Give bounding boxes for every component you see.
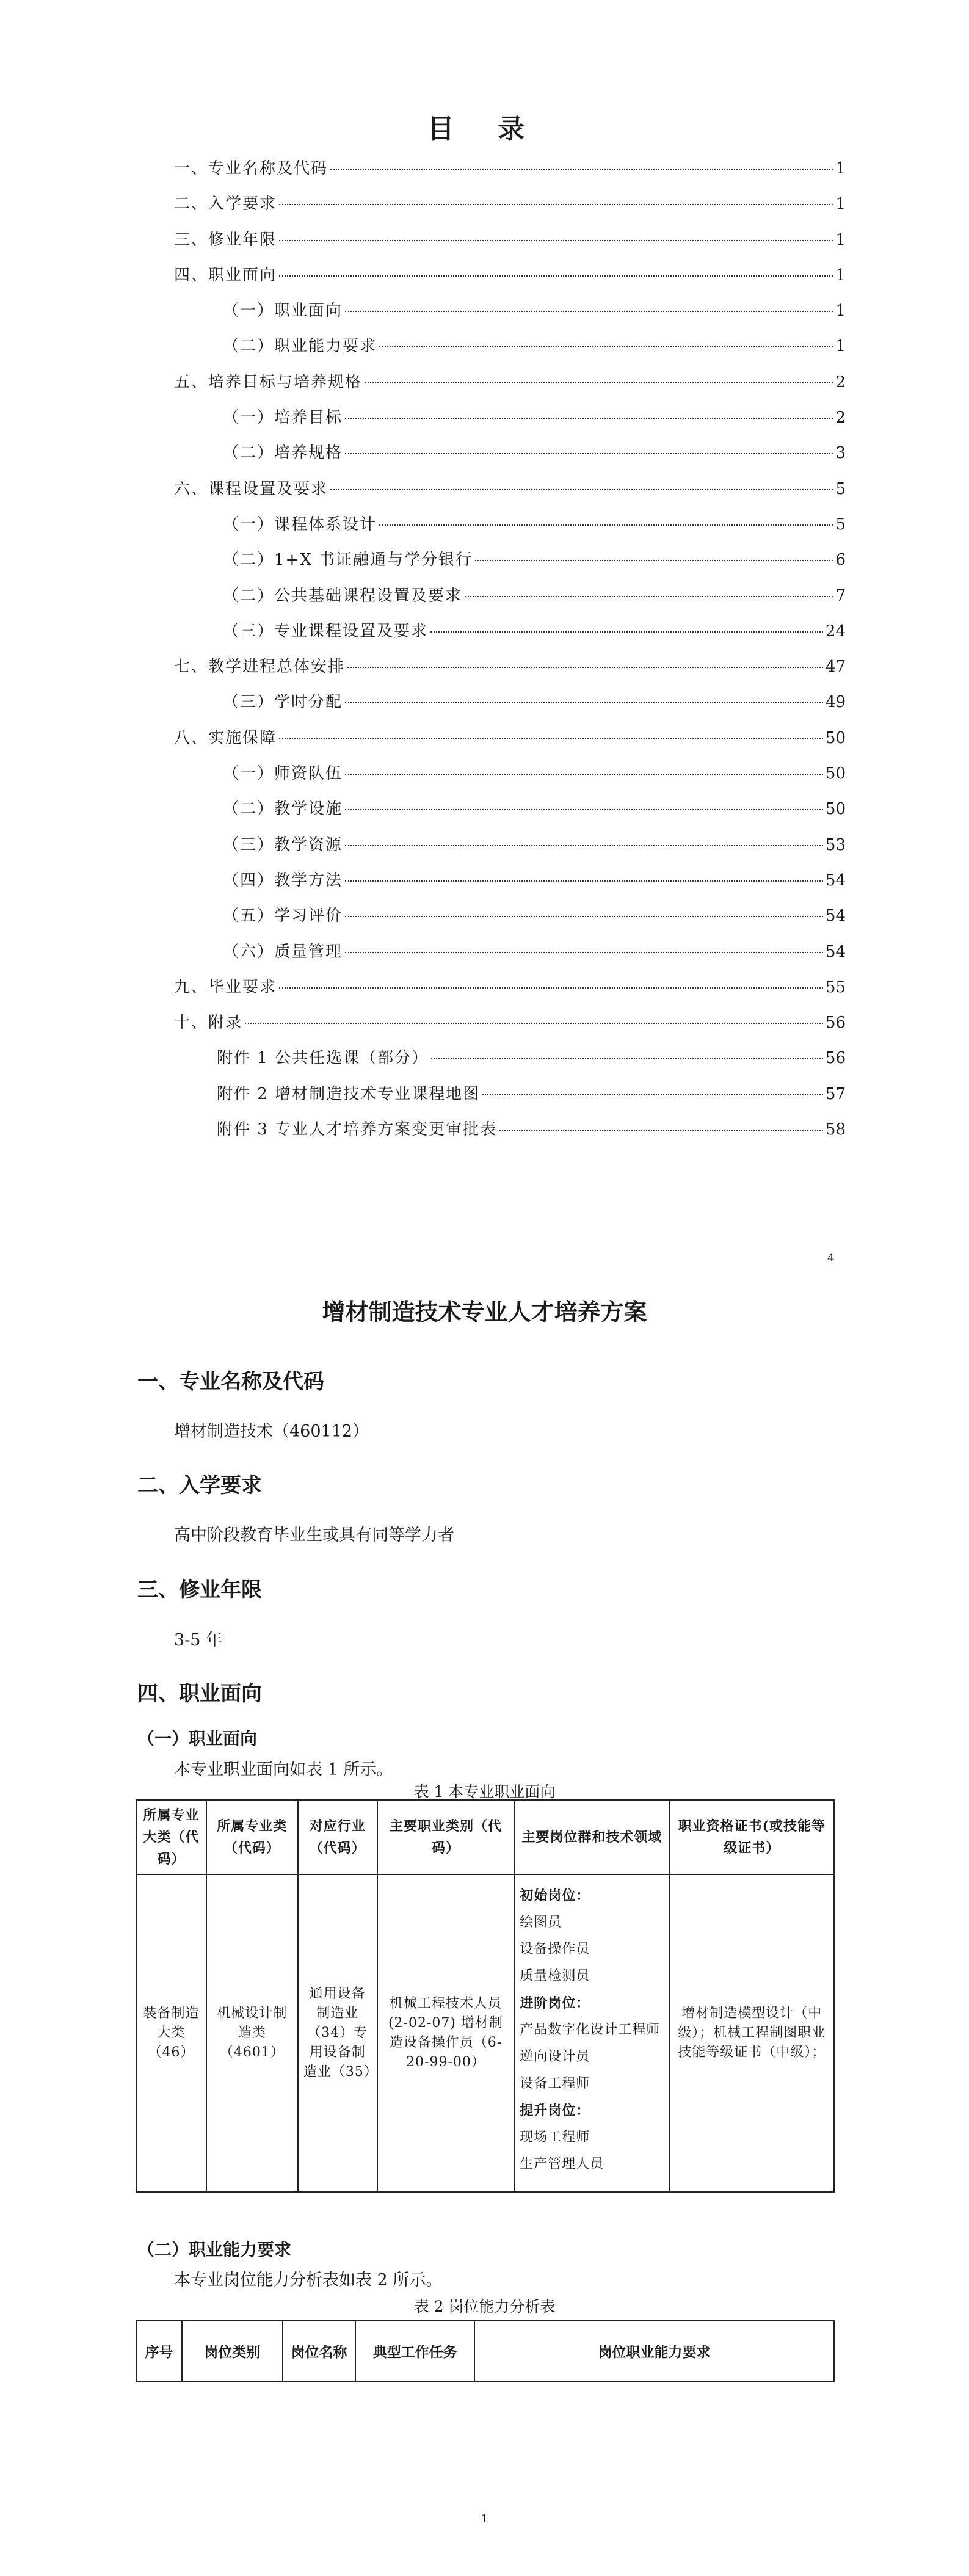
toc-leader-dots — [330, 489, 833, 490]
toc-entry[interactable] — [174, 263, 846, 298]
table1-cell-subcategory: 机械设计制造类（4601） — [206, 1874, 298, 2192]
toc-entry[interactable] — [174, 476, 846, 512]
toc-entry-page: 58 — [825, 1120, 846, 1139]
toc-leader-dots — [499, 1130, 823, 1131]
toc-entry-label: （五）学习评价 — [223, 907, 343, 926]
toc-leader-dots — [279, 738, 823, 739]
toc-entry-label: （一）师资队伍 — [223, 764, 343, 783]
toc-entry[interactable] — [174, 440, 846, 476]
toc-entry-page: 50 — [825, 728, 846, 747]
toc-entry[interactable] — [174, 1117, 846, 1152]
subsection-body-4-2: 本专业岗位能力分析表如表 2 所示。 — [174, 2271, 443, 2290]
toc-entry[interactable] — [174, 156, 846, 191]
toc-entry-label: （二）职业能力要求 — [223, 337, 377, 356]
toc-entry-label: 十、附录 — [174, 1014, 243, 1032]
subsection-heading-4-1: （一）职业面向 — [137, 1729, 258, 1749]
toc-entry[interactable] — [174, 761, 846, 796]
toc-entry[interactable] — [174, 1081, 846, 1117]
toc-entry[interactable] — [174, 333, 846, 369]
toc-leader-dots — [379, 346, 833, 347]
toc-entry[interactable] — [174, 1010, 846, 1045]
toc-entry[interactable] — [174, 369, 846, 405]
table1-header: 主要岗位群和技术领域 — [514, 1800, 669, 1874]
occupation-table — [136, 1799, 835, 2193]
toc-entry-label: （四）教学方法 — [223, 871, 343, 890]
toc-entry-page: 2 — [835, 408, 846, 427]
toc-entry-page: 1 — [835, 266, 846, 285]
toc-entry-page: 49 — [825, 693, 846, 712]
table1-header: 所属专业类（代码） — [206, 1800, 298, 1874]
toc-entry-label: 五、培养目标与培养规格 — [174, 372, 363, 391]
toc-leader-dots — [345, 418, 833, 419]
toc-entry[interactable] — [174, 619, 846, 654]
table2-header: 岗位类别 — [182, 2321, 283, 2381]
toc-entry-page: 54 — [825, 907, 846, 926]
section-heading-2: 二、入学要求 — [137, 1473, 262, 1498]
toc-leader-dots — [345, 952, 823, 953]
document-title: 增材制造技术专业人才培养方案 — [322, 1299, 647, 1326]
toc-entry-page: 56 — [825, 1014, 846, 1032]
toc-leader-dots — [365, 382, 833, 383]
section-heading-3: 三、修业年限 — [137, 1578, 262, 1602]
toc-entry-label: （一）课程体系设计 — [223, 515, 377, 534]
section-body-2: 高中阶段教育毕业生或具有同等学力者 — [174, 1526, 454, 1545]
table2-caption: 表 2 岗位能力分析表 — [413, 2298, 556, 2315]
toc-entry-page: 1 — [835, 337, 846, 356]
section-heading-4: 四、职业面向 — [137, 1682, 262, 1706]
table-row — [136, 1874, 834, 2192]
post-item: 设备工程师 — [520, 2076, 590, 2091]
toc-leader-dots — [482, 1094, 823, 1095]
toc-entry-page: 1 — [835, 230, 846, 249]
section-heading-1: 一、专业名称及代码 — [137, 1370, 324, 1394]
page-marker: 4 — [827, 1252, 835, 1264]
toc-leader-dots — [345, 453, 833, 454]
toc-leader-dots — [279, 987, 823, 989]
post-item: 绘图员 — [520, 1915, 562, 1930]
toc-entry[interactable] — [174, 512, 846, 547]
toc-leader-dots — [475, 560, 833, 561]
toc-leader-dots — [279, 204, 833, 205]
toc-leader-dots — [345, 774, 823, 775]
toc-entry[interactable] — [174, 227, 846, 263]
toc-leader-dots — [345, 916, 823, 917]
toc-entry-label: （二）公共基础课程设置及要求 — [223, 586, 463, 605]
toc-page — [0, 0, 969, 1221]
toc-entry[interactable] — [174, 725, 846, 761]
table1-caption: 表 1 本专业职业面向 — [413, 1783, 556, 1801]
toc-leader-dots — [345, 311, 833, 312]
toc-entry-label: （二）培养规格 — [223, 444, 343, 463]
toc-leader-dots — [279, 240, 833, 241]
table1-header: 对应行业（代码） — [298, 1800, 377, 1874]
table1-header: 主要职业类别（代码） — [377, 1800, 515, 1874]
toc-entry-label: 附件 1 公共任选课（部分） — [217, 1049, 429, 1068]
table1-cell-posts — [514, 1874, 669, 2192]
section-body-3: 3-5 年 — [174, 1631, 223, 1650]
toc-leader-dots — [430, 631, 823, 633]
toc-entry-page: 54 — [825, 942, 846, 961]
toc-leader-dots — [345, 702, 823, 703]
table1-header: 职业资格证书(或技能等级证书） — [670, 1800, 834, 1874]
table2-header: 岗位职业能力要求 — [474, 2321, 834, 2381]
toc-entry-page: 53 — [825, 835, 846, 854]
toc-entry-page: 50 — [825, 764, 846, 783]
toc-entry-label: 六、课程设置及要求 — [174, 479, 328, 498]
toc-entry-page: 56 — [825, 1049, 846, 1068]
toc-entry-page: 24 — [825, 622, 846, 640]
toc-entry-label: （六）质量管理 — [223, 942, 343, 961]
toc-entry-page: 7 — [835, 586, 846, 605]
post-item: 生产管理人员 — [520, 2157, 604, 2172]
document-page — [0, 1239, 969, 2571]
toc-entry-page: 5 — [835, 515, 846, 534]
toc-entry-label: 七、教学进程总体安排 — [174, 658, 346, 677]
toc-leader-dots — [347, 667, 823, 668]
advanced-posts-label: 进阶岗位： — [520, 1995, 590, 2011]
promoted-posts-label: 提升岗位： — [520, 2103, 590, 2119]
toc-entry[interactable] — [174, 547, 846, 582]
toc-entry[interactable] — [174, 796, 846, 832]
table1-cell-occupation: 机械工程技术人员(2-02-07) 增材制造设备操作员（6-20-99-00） — [377, 1874, 515, 2192]
toc-entry-page: 50 — [825, 800, 846, 819]
toc-entry-page: 1 — [835, 159, 846, 178]
post-item: 设备操作员 — [520, 1942, 590, 1957]
toc-leader-dots — [431, 1058, 823, 1059]
table2-header: 序号 — [136, 2321, 182, 2381]
toc-entry[interactable] — [174, 405, 846, 440]
toc-entry-page: 6 — [835, 551, 846, 570]
toc-entry[interactable] — [174, 832, 846, 868]
toc-entry-label: （二）1+X 书证融通与学分银行 — [223, 551, 473, 570]
toc-entry[interactable] — [174, 1045, 846, 1081]
toc-entry[interactable] — [174, 298, 846, 333]
table1-cell-certificates: 增材制造模型设计（中级）；机械工程制图职业技能等级证书（中级）； — [670, 1874, 834, 2192]
toc-entry[interactable] — [174, 191, 846, 227]
toc-entry-page: 1 — [835, 195, 846, 214]
toc-leader-dots — [345, 880, 823, 882]
table1-cell-category: 装备制造大类（46） — [136, 1874, 206, 2192]
subsection-body-4-1: 本专业职业面向如表 1 所示。 — [174, 1760, 393, 1779]
toc-entry-page: 57 — [825, 1084, 846, 1103]
toc-entry-page: 47 — [825, 658, 846, 677]
toc-entry[interactable] — [174, 583, 846, 619]
toc-entry-page: 1 — [835, 302, 846, 321]
toc-entry[interactable] — [174, 974, 846, 1010]
toc-entry[interactable] — [174, 689, 846, 725]
ability-table — [136, 2320, 835, 2382]
post-item: 现场工程师 — [520, 2130, 590, 2145]
toc-leader-dots — [345, 809, 823, 810]
toc-entry-page: 55 — [825, 978, 846, 996]
toc-leader-dots — [245, 1023, 823, 1024]
toc-entry-page: 5 — [835, 479, 846, 498]
toc-entry-page: 3 — [835, 444, 846, 463]
toc-entry[interactable] — [174, 868, 846, 903]
table1-cell-industry: 通用设备制造业（34）专用设备制造业（35） — [298, 1874, 377, 2192]
post-item: 逆向设计员 — [520, 2049, 590, 2064]
toc-entry-label: （一）职业面向 — [223, 302, 343, 321]
toc-entry-page: 2 — [835, 372, 846, 391]
page-number: 1 — [481, 2513, 488, 2525]
table1-header: 所属专业大类（代码） — [136, 1800, 206, 1874]
toc-entry[interactable] — [174, 903, 846, 938]
post-item: 质量检测员 — [520, 1968, 590, 1984]
initial-posts-label: 初始岗位： — [520, 1888, 590, 1904]
toc-leader-dots — [379, 524, 833, 526]
toc-entry-label: 四、职业面向 — [174, 266, 277, 285]
toc-entry[interactable] — [174, 939, 846, 974]
toc-entry-label: 附件 3 专业人才培养方案变更审批表 — [217, 1120, 498, 1139]
subsection-heading-4-2: （二）职业能力要求 — [137, 2240, 292, 2260]
toc-entry-label: （三）专业课程设置及要求 — [223, 622, 429, 640]
toc-leader-dots — [330, 169, 833, 170]
post-item: 产品数字化设计工程师 — [520, 2022, 661, 2037]
toc-entry-label: 八、实施保障 — [174, 728, 277, 747]
toc-entry-page: 54 — [825, 871, 846, 890]
section-body-1: 增材制造技术（460112） — [174, 1422, 369, 1441]
toc-leader-dots — [465, 596, 833, 597]
toc-entry-label: （二）教学设施 — [223, 800, 343, 819]
table2-header: 典型工作任务 — [355, 2321, 474, 2381]
table2-header: 岗位名称 — [283, 2321, 356, 2381]
toc-entry-label: （一）培养目标 — [223, 408, 343, 427]
toc-entry-label: 二、入学要求 — [174, 195, 277, 214]
toc-leader-dots — [345, 845, 823, 846]
toc-entry-label: （三）学时分配 — [223, 693, 343, 712]
toc-entry-label: （三）教学资源 — [223, 835, 343, 854]
toc-entry-label: 三、修业年限 — [174, 230, 277, 249]
toc-leader-dots — [279, 275, 833, 277]
toc-entry[interactable] — [174, 654, 846, 689]
toc-entry-label: 九、毕业要求 — [174, 978, 277, 996]
toc-title: 目 录 — [427, 114, 542, 145]
toc-list — [174, 156, 846, 1152]
toc-entry-label: 一、专业名称及代码 — [174, 159, 328, 178]
toc-entry-label: 附件 2 增材制造技术专业课程地图 — [217, 1084, 481, 1103]
